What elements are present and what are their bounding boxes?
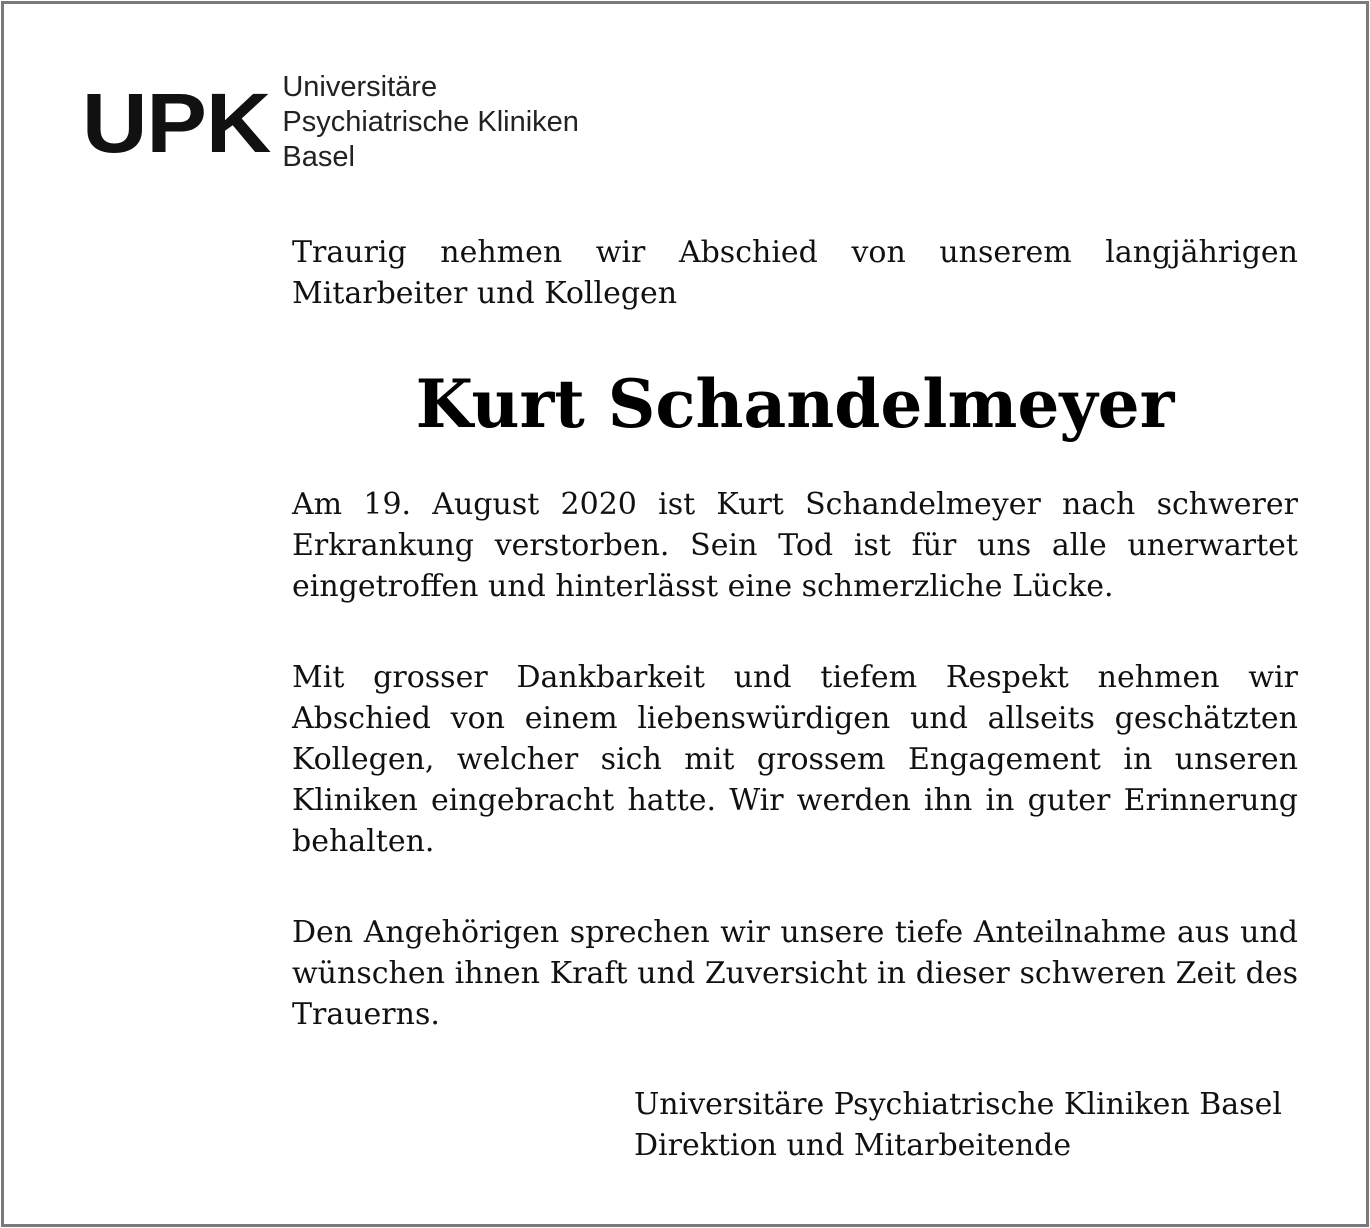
logo-line-2: Psychiatrische Kliniken — [282, 106, 579, 138]
logo-wordmark — [282, 70, 579, 175]
logo-mark: UPK — [82, 75, 271, 170]
paragraph-death-announcement: Am 19. August 2020 ist Kurt Schandelmeyer nach schwerer Erkrankung verstorben. Sein Tod ist für uns alle unerwartet eingetroffen und hinterlässt eine schmerzliche Lücke. — [292, 487, 1298, 604]
paragraph-condolences: Den Angehörigen sprechen wir unsere tiefe Anteilnahme aus und wünschen ihnen Kraft und Zuversicht in dieser schweren Zeit des Trauerns. — [292, 915, 1298, 1032]
logo-line-3: Basel — [282, 141, 355, 173]
intro-text: Traurig nehmen wir Abschied von unserem langjährigen Mitarbeiter und Kollegen — [292, 235, 1298, 311]
deceased-name: Kurt Schandelmeyer — [415, 365, 1175, 443]
signature-block — [634, 1084, 1282, 1166]
obituary-notice — [1, 1, 1369, 1227]
upk-logo — [82, 70, 579, 175]
logo-line-1: Universitäre — [282, 71, 438, 103]
paragraph-gratitude: Mit grosser Dankbarkeit und tiefem Respekt nehmen wir Abschied von einem liebenswürdigen und allseits geschätzten Kollegen, welcher sich mit grossem Engagement in unseren Kliniken eingebracht hatte. Wir werden ihn in guter Erinnerung behalten. — [292, 660, 1298, 859]
signature-department: Direktion und Mitarbeitende — [634, 1128, 1072, 1163]
signature-institution: Universitäre Psychiatrische Kliniken Basel — [634, 1087, 1282, 1122]
